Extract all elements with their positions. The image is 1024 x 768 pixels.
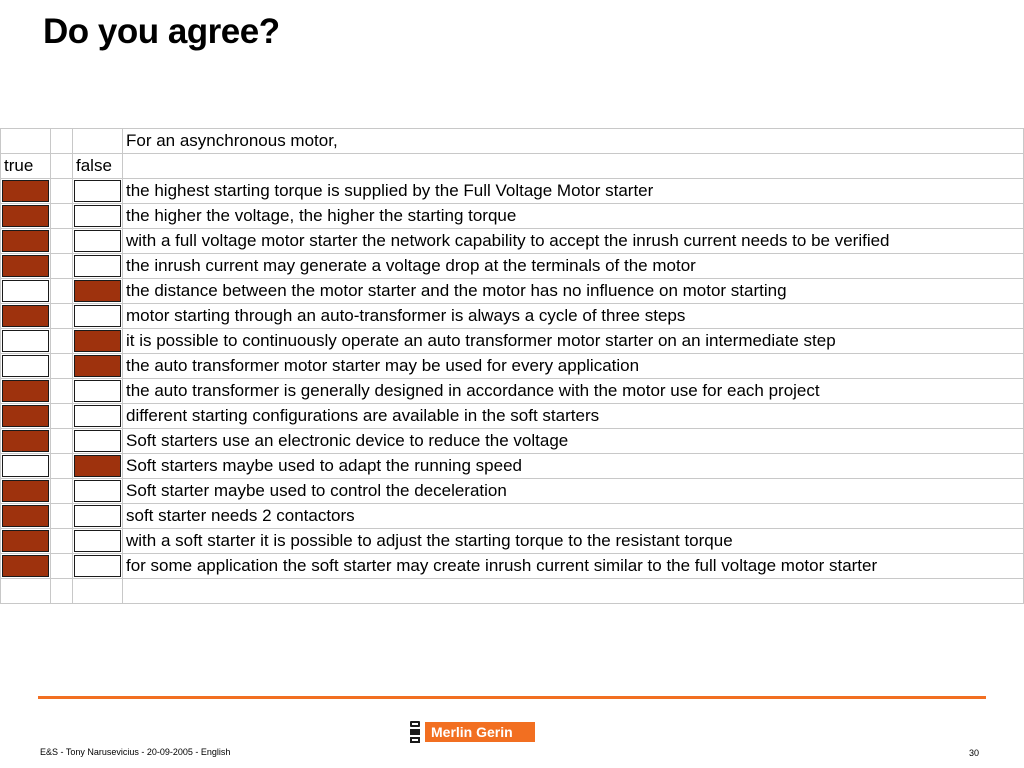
quiz-table <box>0 128 1024 604</box>
false-cell <box>73 554 123 579</box>
true-cell <box>1 479 51 504</box>
statement-text: the auto transformer motor starter may be used for every application <box>123 354 1024 379</box>
empty-cell <box>51 554 73 579</box>
intro-row <box>1 129 1024 154</box>
statement-text: motor starting through an auto-transformer is always a cycle of three steps <box>123 304 1024 329</box>
statement-row <box>1 229 1024 254</box>
true-checkbox[interactable] <box>2 555 49 577</box>
empty-cell <box>51 329 73 354</box>
true-cell <box>1 504 51 529</box>
merlin-gerin-logo <box>409 721 537 743</box>
true-checkbox[interactable] <box>2 430 49 452</box>
true-column-header: true <box>1 154 51 179</box>
statement-row <box>1 179 1024 204</box>
true-checkbox[interactable] <box>2 405 49 427</box>
false-cell <box>73 329 123 354</box>
true-cell <box>1 279 51 304</box>
footer-divider <box>38 696 986 699</box>
false-cell <box>73 404 123 429</box>
true-checkbox[interactable] <box>2 505 49 527</box>
statement-text: for some application the soft starter may create inrush current similar to the full voltage motor starter <box>123 554 1024 579</box>
true-checkbox[interactable] <box>2 230 49 252</box>
false-checkbox[interactable] <box>74 505 121 527</box>
true-cell <box>1 404 51 429</box>
empty-cell <box>1 129 51 154</box>
empty-cell <box>51 154 73 179</box>
true-cell <box>1 229 51 254</box>
false-checkbox[interactable] <box>74 455 121 477</box>
empty-cell <box>51 529 73 554</box>
empty-cell <box>51 129 73 154</box>
false-checkbox[interactable] <box>74 205 121 227</box>
true-cell <box>1 254 51 279</box>
slide-title: Do you agree? <box>43 12 280 51</box>
false-checkbox[interactable] <box>74 355 121 377</box>
statement-row <box>1 279 1024 304</box>
false-checkbox[interactable] <box>74 555 121 577</box>
statement-row <box>1 379 1024 404</box>
true-checkbox[interactable] <box>2 255 49 277</box>
empty-cell <box>51 429 73 454</box>
empty-cell <box>51 404 73 429</box>
statement-text: with a full voltage motor starter the network capability to accept the inrush current needs to be verified <box>123 229 1024 254</box>
false-cell <box>73 204 123 229</box>
statement-text: soft starter needs 2 contactors <box>123 504 1024 529</box>
statement-row <box>1 454 1024 479</box>
false-cell <box>73 254 123 279</box>
logo-text: Merlin Gerin <box>425 722 535 742</box>
statement-row <box>1 404 1024 429</box>
false-checkbox[interactable] <box>74 230 121 252</box>
empty-cell <box>51 254 73 279</box>
empty-cell <box>51 579 73 604</box>
empty-cell <box>51 504 73 529</box>
statement-row <box>1 204 1024 229</box>
true-cell <box>1 529 51 554</box>
statement-row <box>1 254 1024 279</box>
false-checkbox[interactable] <box>74 405 121 427</box>
true-cell <box>1 379 51 404</box>
false-cell <box>73 379 123 404</box>
statement-row <box>1 554 1024 579</box>
true-cell <box>1 429 51 454</box>
true-cell <box>1 304 51 329</box>
statement-text: it is possible to continuously operate an auto transformer motor starter on an intermediate step <box>123 329 1024 354</box>
statement-text: the distance between the motor starter and the motor has no influence on motor starting <box>123 279 1024 304</box>
merlin-gerin-logo-icon <box>409 721 421 743</box>
true-cell <box>1 329 51 354</box>
header-row <box>1 154 1024 179</box>
true-checkbox[interactable] <box>2 180 49 202</box>
false-checkbox[interactable] <box>74 180 121 202</box>
empty-cell <box>51 379 73 404</box>
empty-cell <box>123 579 1024 604</box>
statement-text: the auto transformer is generally designed in accordance with the motor use for each project <box>123 379 1024 404</box>
true-checkbox[interactable] <box>2 330 49 352</box>
statement-row <box>1 479 1024 504</box>
false-checkbox[interactable] <box>74 330 121 352</box>
true-cell <box>1 554 51 579</box>
statement-row <box>1 329 1024 354</box>
empty-cell <box>51 179 73 204</box>
empty-cell <box>51 229 73 254</box>
true-checkbox[interactable] <box>2 205 49 227</box>
false-cell <box>73 229 123 254</box>
statement-text: the higher the voltage, the higher the starting torque <box>123 204 1024 229</box>
false-cell <box>73 504 123 529</box>
false-cell <box>73 179 123 204</box>
false-column-header: false <box>73 154 123 179</box>
empty-cell <box>1 579 51 604</box>
true-checkbox[interactable] <box>2 455 49 477</box>
true-checkbox[interactable] <box>2 355 49 377</box>
quiz-table-body <box>1 129 1024 604</box>
statement-text: the inrush current may generate a voltage drop at the terminals of the motor <box>123 254 1024 279</box>
page-number: 30 <box>969 748 980 758</box>
empty-cell <box>123 154 1024 179</box>
statement-text: Soft starters maybe used to adapt the running speed <box>123 454 1024 479</box>
false-checkbox[interactable] <box>74 480 121 502</box>
empty-cell <box>51 479 73 504</box>
true-cell <box>1 354 51 379</box>
empty-row <box>1 579 1024 604</box>
false-cell <box>73 529 123 554</box>
empty-cell <box>51 354 73 379</box>
true-cell <box>1 179 51 204</box>
empty-cell <box>51 204 73 229</box>
false-checkbox[interactable] <box>74 430 121 452</box>
statement-text: with a soft starter it is possible to adjust the starting torque to the resistant torque <box>123 529 1024 554</box>
false-checkbox[interactable] <box>74 255 121 277</box>
empty-cell <box>73 579 123 604</box>
statement-row <box>1 429 1024 454</box>
intro-text: For an asynchronous motor, <box>123 129 1024 154</box>
false-checkbox[interactable] <box>74 380 121 402</box>
false-cell <box>73 354 123 379</box>
false-cell <box>73 279 123 304</box>
empty-cell <box>51 454 73 479</box>
statement-text: Soft starters use an electronic device to reduce the voltage <box>123 429 1024 454</box>
false-cell <box>73 479 123 504</box>
true-cell <box>1 454 51 479</box>
false-cell <box>73 454 123 479</box>
true-checkbox[interactable] <box>2 530 49 552</box>
statement-row <box>1 304 1024 329</box>
true-checkbox[interactable] <box>2 280 49 302</box>
statement-row <box>1 504 1024 529</box>
statement-text: different starting configurations are available in the soft starters <box>123 404 1024 429</box>
statement-text: Soft starter maybe used to control the deceleration <box>123 479 1024 504</box>
statement-row <box>1 529 1024 554</box>
statement-row <box>1 354 1024 379</box>
false-checkbox[interactable] <box>74 280 121 302</box>
statement-text: the highest starting torque is supplied by the Full Voltage Motor starter <box>123 179 1024 204</box>
empty-cell <box>51 304 73 329</box>
true-checkbox[interactable] <box>2 305 49 327</box>
empty-cell <box>51 279 73 304</box>
false-cell <box>73 304 123 329</box>
empty-cell <box>73 129 123 154</box>
false-cell <box>73 429 123 454</box>
true-checkbox[interactable] <box>2 380 49 402</box>
true-checkbox[interactable] <box>2 480 49 502</box>
true-cell <box>1 204 51 229</box>
false-checkbox[interactable] <box>74 530 121 552</box>
false-checkbox[interactable] <box>74 305 121 327</box>
footer-credit: E&S - Tony Narusevicius - 20-09-2005 - English <box>40 747 231 757</box>
